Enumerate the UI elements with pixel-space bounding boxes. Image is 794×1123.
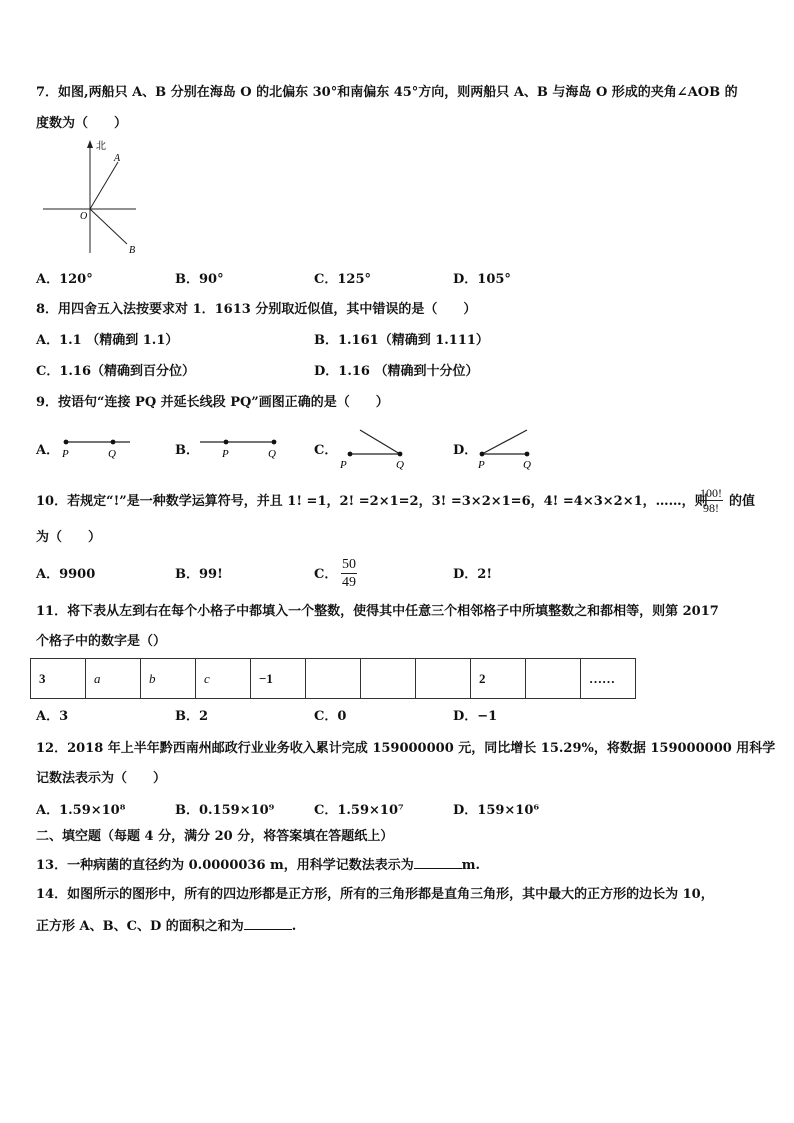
q9-figure-d	[474, 426, 549, 471]
q10-stem-tail: 的值	[729, 494, 756, 509]
q7-option-c[interactable]: C．125°	[314, 272, 371, 287]
q14-answer-blank[interactable]	[244, 917, 292, 930]
q11-option-c[interactable]: C．0	[314, 709, 347, 724]
q12-option-a[interactable]: A．1.59×10⁸	[36, 803, 126, 818]
q14-stem-line2: 正方形 A、B、C、D 的面积之和为 .	[36, 919, 297, 934]
q9-figure-c	[340, 426, 415, 471]
q9-option-c-label[interactable]: C．	[314, 443, 338, 458]
q12-option-b[interactable]: B．0.159×10⁹	[175, 803, 275, 818]
q11-stem-line2: 个格子中的数字是（）	[36, 634, 167, 649]
q9-figure-b	[198, 433, 283, 463]
grid-cell	[361, 659, 416, 699]
q7-compass-diagram	[40, 140, 170, 260]
q11-option-a[interactable]: A．3	[36, 709, 69, 724]
q7-option-d[interactable]: D．105°	[453, 272, 511, 287]
q10-stem: 10．若规定“!”是一种数学运算符号，并且 1! =1，2! =2×1=2，3! =3×2×1=6，4! =4×3×2×1，……，则	[36, 494, 708, 509]
q9-option-a-label[interactable]: A．	[36, 443, 60, 458]
svg-text:Q: Q	[268, 448, 276, 460]
q7-stem-line2: 度数为（ ）	[36, 116, 128, 131]
q12-stem-line2: 记数法表示为（ ）	[36, 771, 167, 786]
grid-cell: −1	[251, 659, 306, 699]
section-heading-fill-in: 二、填空题（每题 4 分，满分 20 分，将答案填在答题纸上）	[36, 829, 394, 844]
q11-option-d[interactable]: D．−1	[453, 709, 498, 724]
svg-text:Q: Q	[396, 459, 404, 471]
point-b-label: B	[129, 245, 136, 256]
svg-text:P: P	[478, 459, 485, 471]
q11-stem-line1: 11．将下表从左到右在每个小格子中都填入一个整数，使得其中任意三个相邻格子中所填整数之和都相等，则第 2017	[36, 604, 719, 619]
q7-stem-line1: 7．如图,两船只 A、B 分别在海岛 O 的北偏东 30°和南偏东 45°方向，则两船只 A、B 与海岛 O 形成的夹角∠AOB 的	[36, 85, 738, 100]
svg-text:P: P	[340, 459, 347, 471]
q9-stem: 9．按语句“连接 PQ 并延长线段 PQ”画图正确的是（ ）	[36, 395, 389, 410]
q12-stem-line1: 12．2018 年上半年黔西南州邮政行业业务收入累计完成 159000000 元，同比增长 15.29%，将数据 159000000 用科学	[36, 741, 776, 756]
q10-fraction-denominator: 98!	[703, 501, 719, 515]
q10-option-d[interactable]: D．2!	[453, 567, 493, 582]
q10-option-c[interactable]: C．	[314, 567, 338, 582]
q12-option-c[interactable]: C．1.59×10⁷	[314, 803, 404, 818]
grid-cell: 2	[471, 659, 526, 699]
grid-cell	[416, 659, 471, 699]
q10-stem-line2: 为（ ）	[36, 530, 102, 545]
q9-option-d-label[interactable]: D．	[453, 443, 478, 458]
grid-cell: b	[141, 659, 196, 699]
q8-stem: 8．用四舍五入法按要求对 1．1613 分别取近似值，其中错误的是（ ）	[36, 302, 477, 317]
q7-option-b[interactable]: B．90°	[175, 272, 224, 287]
grid-cell	[526, 659, 581, 699]
svg-text:P: P	[62, 448, 69, 460]
point-o-label: O	[80, 211, 88, 222]
grid-cell: 3	[31, 659, 86, 699]
q10-fraction	[699, 486, 723, 515]
q8-option-d[interactable]: D．1.16 （精确到十分位）	[314, 364, 479, 379]
q11-option-b[interactable]: B．2	[175, 709, 209, 724]
q10-fraction-numerator: 100!	[700, 486, 722, 500]
svg-text:P: P	[222, 448, 229, 460]
q13-answer-blank[interactable]	[414, 856, 462, 869]
q10-option-c-fraction: $\frac{50}{49}$	[342, 557, 356, 590]
q8-option-a[interactable]: A．1.1 （精确到 1.1）	[36, 333, 179, 348]
q14-stem-line1: 14．如图所示的图形中，所有的四边形都是正方形，所有的三角形都是直角三角形，其中最大的正方形的边长为 10，	[36, 887, 714, 902]
q7-option-a[interactable]: A．120°	[36, 272, 93, 287]
svg-text:Q: Q	[523, 459, 531, 471]
grid-cell: ……	[581, 659, 636, 699]
q8-option-c[interactable]: C．1.16（精确到百分位）	[36, 364, 196, 379]
grid-cell: a	[86, 659, 141, 699]
q10-option-a[interactable]: A．9900	[36, 567, 96, 582]
grid-cell: c	[196, 659, 251, 699]
q10-option-b[interactable]: B．99!	[175, 567, 223, 582]
q13-stem: 13．一种病菌的直径约为 0.0000036 m，用科学记数法表示为 m.	[36, 858, 481, 873]
q9-figure-a	[60, 433, 135, 463]
point-a-label: A	[114, 153, 121, 164]
svg-text:Q: Q	[108, 448, 116, 460]
q11-number-grid	[30, 658, 636, 699]
north-label: 北	[96, 141, 106, 152]
q8-option-b[interactable]: B．1.161（精确到 1.111）	[314, 333, 489, 348]
q12-option-d[interactable]: D．159×10⁶	[453, 803, 540, 818]
grid-cell	[306, 659, 361, 699]
q9-option-b-label[interactable]: B．	[175, 443, 199, 458]
